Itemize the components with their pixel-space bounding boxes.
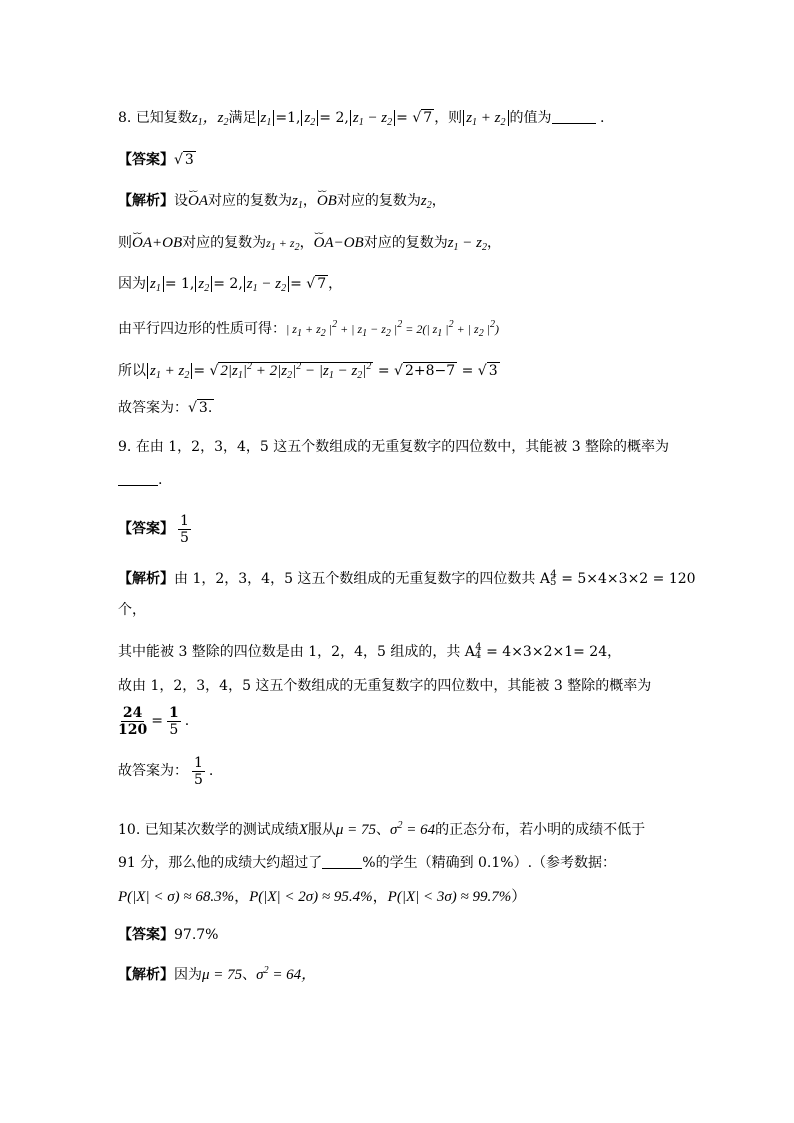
answer-label: 【答案】 <box>118 521 174 537</box>
answer-8: 【答案】√ 3 <box>118 152 194 168</box>
analysis-8-line4: 由平行四边形的性质可得：| $z_1 + z_2$ $|^2$ + | $z_1 - z_2$ $|^2 = 2(|$ $z_1$ $|^2$ + | $z_2$ $|^2$) <box>118 319 499 339</box>
abs-z1-minus-z2: $z_1 - z_2$ <box>350 110 395 126</box>
answer-blank <box>118 471 158 486</box>
abs-z1: $z_1$ <box>258 110 275 126</box>
analysis-8-line2: 则⌣⌣ OA+OB对应的复数为$z_1 + z_2$，⌣⌣ OA−OB对应的复数为$z_1 - z_2$， <box>118 233 501 258</box>
analysis-8-line5: 所以 $z_1 + z_2$ = √ $2|z_1|^2 + 2|z_2|^2 - |z_1 - z_2|^2$ = √ 2+8−7 = √ 3 <box>118 361 498 381</box>
abs-z2: $z_2$ <box>301 110 318 126</box>
sqrt-7: 7 <box>423 110 433 126</box>
analysis-label: 【解析】 <box>118 193 174 209</box>
answer-label: 【答案】 <box>118 927 174 943</box>
answer-10: 【答案】97.7% <box>118 927 219 943</box>
question-number: 9. <box>118 439 132 455</box>
answer-9 <box>118 512 195 546</box>
question-8: 8. 已知复数$z_1$，$z_2$满足 $z_1 =1$, $z_2 = 2$, $z_1 - z_2$ = √ 7 ，则 $z_1 + z_2$ 的值为 . <box>118 110 605 128</box>
question-9-blank-line: . <box>118 470 162 490</box>
analysis-10-line1: 【解析】因为μ = 75、$\sigma^2 = 64$， <box>118 965 317 983</box>
question-number: 10. <box>118 822 141 838</box>
question-10-line2: 91 分，那么他的成绩大约超过了 %的学生（精确到 0.1%）.（参考数据： <box>118 855 617 871</box>
analysis-8-line3: 因为 $z_1 = 1$, $z_2 = 2$, $z_1 - z_2$ = √ 7 ， <box>118 276 343 294</box>
analysis-9-line6: 故答案为： $\frac{1}{5}$ . <box>118 754 214 788</box>
analysis-8-line1: 【解析】设⌣⌣ OA对应的复数为$z_1$，⌣⌣ OB对应的复数为$z_2$， <box>118 191 446 216</box>
analysis-9-line5: $\frac{24}{120}$ = $\frac{1}{5}$ . <box>118 704 190 738</box>
vector-oa: ⌣⌣ OA <box>188 191 208 211</box>
vector-diff: ⌣⌣ OA−OB <box>314 233 364 253</box>
answer-blank <box>322 854 362 869</box>
question-10-reference: P(|X| < σ) ≈ 68.3%，P(|X| < 2σ) ≈ 95.4%，P(|X| < 3σ) ≈ 99.7%） <box>118 889 527 905</box>
question-number: 8. <box>118 110 132 126</box>
vector-sum: ⌣⌣ OA+OB <box>132 233 182 253</box>
analysis-9-line3: 其中能被 3 整除的四位数是由 1，2，4，5 组成的，共 $A_4^4 = 4\times 3\times 2\times 1= 24$， <box>118 642 622 661</box>
question-9: 9. 在由 1，2，3，4，5 这五个数组成的无重复数字的四位数中，其能被 3 整除的概率为 <box>118 439 670 455</box>
analysis-9-line2: 个， <box>118 602 146 618</box>
fraction: $\frac{1}{5}$ <box>180 512 189 546</box>
question-10: 10. 已知某次数学的测试成绩X服从μ = 75、$\sigma^2 = 64$的正态分布，若小明的成绩不低于 <box>118 820 646 838</box>
analysis-9-line1: 【解析】由 1，2，3，4，5 这五个数组成的无重复数字的四位数共 $A_5^4 = 5\times 4\times 3\times 2 = 120$ <box>118 569 696 588</box>
analysis-9-line4: 故由 1，2，3，4，5 这五个数组成的无重复数字的四位数中，其能被 3 整除的概率为 <box>118 678 652 694</box>
vector-ob: ⌣⌣ OB <box>317 191 337 211</box>
abs-z1-plus-z2: $z_1 + z_2$ <box>463 110 508 126</box>
answer-blank <box>552 109 596 124</box>
answer-label: 【答案】 <box>118 152 174 168</box>
analysis-8-line6: 故答案为：√ 3. <box>118 400 213 416</box>
